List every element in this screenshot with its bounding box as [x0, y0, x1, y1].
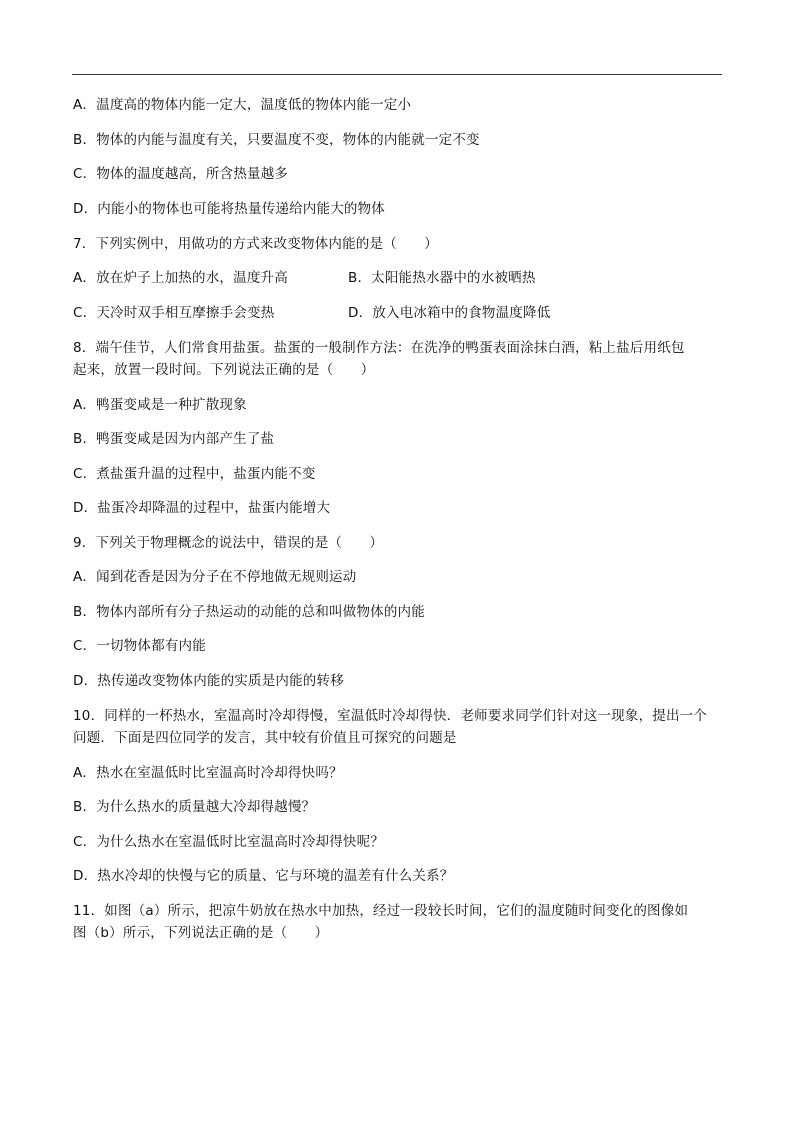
q8-option-a: A．鸭蛋变咸是一种扩散现象: [73, 397, 247, 413]
q6-option-d: D．内能小的物体也可能将热量传递给内能大的物体: [73, 201, 385, 217]
q7-option-a: A．放在炉子上加热的水，温度升高: [73, 270, 288, 286]
q8-stem-line-2: 起来，放置一段时间。下列说法正确的是（ ）: [73, 362, 375, 378]
q10-option-b: B．为什么热水的质量越大冷却得越慢？: [73, 799, 316, 815]
q10-option-c: C．为什么热水在室温低时比室温高时冷却得快呢？: [73, 834, 385, 850]
q10-option-d: D．热水冷却的快慢与它的质量、它与环境的温差有什么关系？: [73, 868, 454, 884]
q10-stem-line-2: 问题．下面是四位同学的发言，其中较有价值且可探究的问题是: [73, 730, 457, 746]
q10-stem-line-1: 10．同样的一杯热水，室温高时冷却得慢，室温低时冷却得快．老师要求同学们针对这一现象，提出一个: [73, 708, 708, 724]
q8-option-b: B．鸭蛋变咸是因为内部产生了盐: [73, 431, 275, 447]
q9-option-c: C．一切物体都有内能: [73, 638, 206, 654]
q7-stem: 7．下列实例中，用做功的方式来改变物体内能的是（ ）: [73, 236, 438, 252]
header-rule: [72, 74, 722, 75]
q8-option-c: C．煮盐蛋升温的过程中，盐蛋内能不变: [73, 466, 316, 482]
q6-option-b: B．物体的内能与温度有关，只要温度不变，物体的内能就一定不变: [73, 132, 480, 148]
q7-option-b: B．太阳能热水器中的水被晒热: [348, 270, 536, 286]
q11-stem-line-1: 11．如图（a）所示，把凉牛奶放在热水中加热，经过一段较长时间，它们的温度随时间变化的图像如: [73, 903, 689, 919]
q9-option-d: D．热传递改变物体内能的实质是内能的转移: [73, 673, 344, 689]
q11-stem-line-2: 图（b）所示，下列说法正确的是（ ）: [73, 925, 329, 941]
q6-option-c: C．物体的温度越高，所含热量越多: [73, 166, 289, 182]
q7-option-c: C．天冷时双手相互摩擦手会变热: [73, 305, 275, 321]
q7-option-d: D．放入电冰箱中的食物温度降低: [348, 305, 551, 321]
q10-option-a: A．热水在室温低时比室温高时冷却得快吗？: [73, 765, 343, 781]
q9-option-a: A．闻到花香是因为分子在不停地做无规则运动: [73, 569, 357, 585]
q9-option-b: B．物体内部所有分子热运动的动能的总和叫做物体的内能: [73, 604, 425, 620]
q8-stem-line-1: 8．端午佳节，人们常食用盐蛋。盐蛋的一般制作方法：在洗净的鸭蛋表面涂抹白酒，粘上盐后用纸包: [73, 340, 685, 356]
q9-stem: 9．下列关于物理概念的说法中，错误的是（ ）: [73, 535, 384, 551]
q8-option-d: D．盐蛋冷却降温的过程中，盐蛋内能增大: [73, 500, 331, 516]
q6-option-a: A．温度高的物体内能一定大，温度低的物体内能一定小: [73, 97, 412, 113]
